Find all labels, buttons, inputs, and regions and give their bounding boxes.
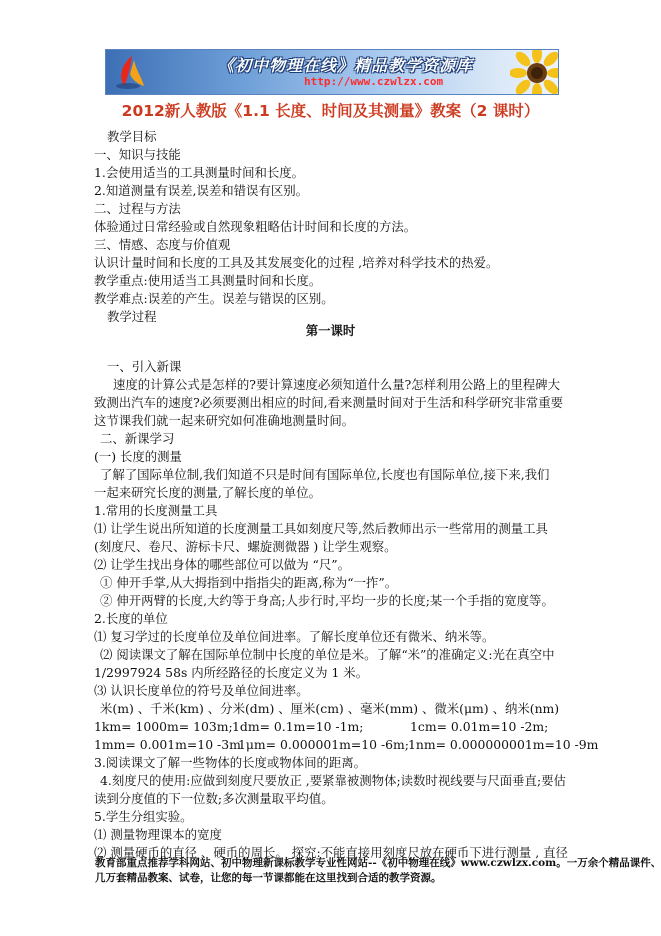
text-line: 1km= 1000m= 103m; (94, 719, 233, 734)
text-line: 速度的计算公式是怎样的?要计算速度必须知道什么量?怎样利用公路上的里程碑大 (113, 377, 560, 392)
banner-url[interactable]: http://www.czwlzx.com (304, 75, 444, 88)
text-line: 三、情感、态度与价值观 (94, 237, 231, 252)
text-line: 这节课我们就一起来研究如何准确地测量时间。 (94, 413, 355, 428)
text-line: 二、新课学习 (100, 431, 175, 446)
text-line: 读到分度值的下一位数;多次测量取平均值。 (94, 791, 334, 806)
text-line: (一) 长度的测量 (94, 449, 182, 464)
text-line: 1.会使用适当的工具测量时间和长度。 (94, 165, 305, 180)
text-line: 2.长度的单位 (94, 611, 168, 626)
text-line: 二、过程与方法 (94, 201, 181, 216)
footer-line-1: 教育部重点推荐学科网站、初中物理新课标教学专业性网站--《初中物理在线》www.czwlzx.com。一万余个精品课件、 (95, 857, 661, 869)
text-line: 一、引入新课 (107, 359, 182, 374)
lesson-heading: 第一课时 (305, 323, 356, 338)
text-line: 1/2997924 58s 内所经路径的长度定义为 1 米。 (94, 665, 369, 680)
text-line: ⑶ 认识长度单位的符号及单位间进率。 (94, 683, 309, 698)
text-line: 米(m) 、千米(km) 、分米(dm) 、厘米(cm) 、毫米(mm) 、微米(μm) 、纳米(nm) (100, 701, 560, 716)
text-line: 1nm= 0.000000001m=10 -9m (408, 737, 599, 752)
text-line: 教学过程 (107, 309, 157, 324)
text-line: 1dm= 0.1m=10 -1m; (232, 719, 364, 734)
text-line: ⑵ 让学生找出身体的哪些部位可以做为 “尺”。 (94, 557, 350, 572)
text-line: 认识计量时间和长度的工具及其发展变化的过程 ,培养对科学技术的热爱。 (94, 255, 499, 270)
text-line: 1cm= 0.01m=10 -2m; (410, 719, 549, 734)
text-line: 3.阅读课文了解一些物体的长度或物体间的距离。 (94, 755, 367, 770)
text-line: (刻度尺、卷尺、游标卡尺、螺旋测微器 ) 让学生观察。 (94, 539, 397, 554)
text-line: ⑴ 让学生说出所知道的长度测量工具如刻度尺等,然后教师出示一些常用的测量工具 (94, 521, 548, 536)
text-line: 教学重点:使用适当工具测量时间和长度。 (94, 273, 322, 288)
text-line: 了解了国际单位制,我们知道不只是时间有国际单位,长度也有国际单位,接下来,我们 (100, 467, 550, 482)
text-line: 一、知识与技能 (94, 147, 181, 162)
text-line: 教学难点:误差的产生。误差与错误的区别。 (94, 291, 334, 306)
text-line: 体验通过日常经验或自然现象粗略估计时间和长度的方法。 (94, 219, 417, 234)
text-line: 致测出汽车的速度?必须要测出相应的时间,看来测量时间对于生活和科学研究非常重要 (94, 395, 564, 410)
text-line: 4.刻度尺的使用:应做到刻度尺要放正 ,要紧靠被测物体;读数时视线要与尺面垂直;要估 (100, 773, 566, 788)
text-line: ⑵ 阅读课文了解在国际单位制中长度的单位是米。了解“米”的准确定义:光在真空中 (100, 647, 555, 662)
text-line: 教学目标 (107, 129, 157, 144)
text-line: ⑴ 测量物理课本的宽度 (94, 827, 222, 842)
text-line: 2.知道测量有误差,误差和错误有区别。 (94, 183, 309, 198)
text-line: ⑵ 测量硬币的直径 、硬币的周长。 探究:不能直接用刻度尺放在硬币下进行测量 , 直径 (94, 845, 568, 860)
footer-line-2: 几万套精品教案、试卷，让您的每一节课都能在这里找到合适的教学资源。 (95, 872, 442, 884)
text-line: ② 伸开两臂的长度,大约等于身高;人步行时,平均一步的长度;某一个手指的宽度等。 (100, 593, 554, 608)
text-line: 5.学生分组实验。 (94, 809, 193, 824)
text-line: ⑴ 复习学过的长度单位及单位间进率。了解长度单位还有微米、纳米等。 (94, 629, 495, 644)
text-line: 1mm= 0.001m=10 -3m (94, 737, 241, 752)
text-line: 1.常用的长度测量工具 (94, 503, 218, 518)
site-logo-icon (114, 54, 148, 90)
site-banner (105, 49, 559, 95)
text-line: 一起来研究长度的测量,了解长度的单位。 (94, 485, 321, 500)
banner-title: 《初中物理在线》精品教学资源库 (218, 56, 474, 75)
text-line: ① 伸开手掌,从大拇指到中指指尖的距离,称为“一拃”。 (100, 575, 398, 590)
text-line: 1μm= 0.000001m=10 -6m; (238, 737, 409, 752)
sunflower-icon (510, 49, 559, 95)
document-title: 2012新人教版《1.1 长度、时间及其测量》教案（2 课时） (121, 102, 540, 120)
